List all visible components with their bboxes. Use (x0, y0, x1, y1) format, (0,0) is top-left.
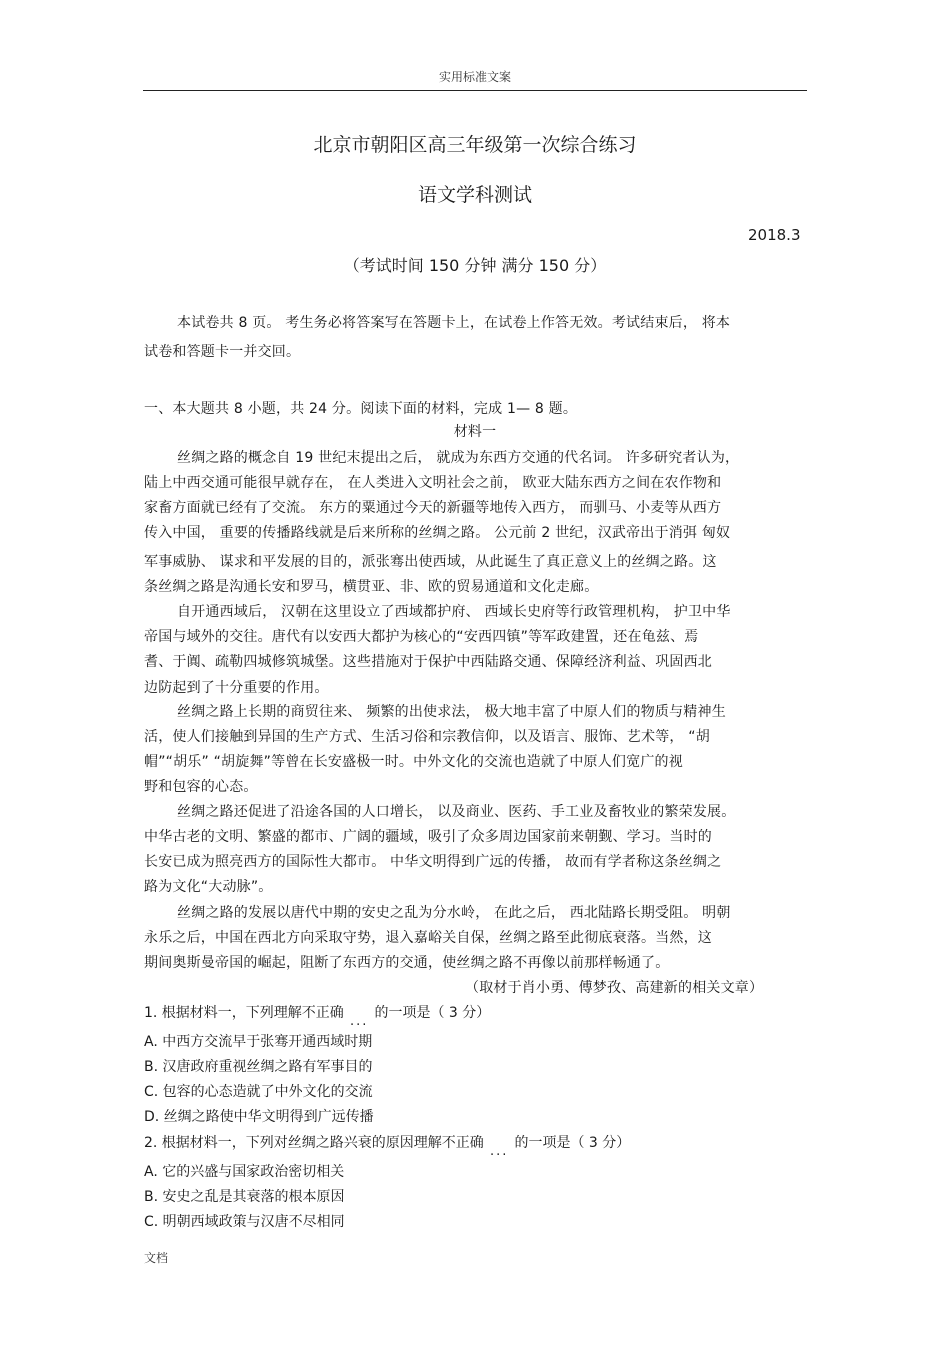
question-stem (144, 1002, 491, 1029)
answer-option[interactable]: C. 明朝西域政策与汉唐不尽相同 (144, 1214, 345, 1230)
exam-subtitle: 语文学科测试 (417, 184, 532, 206)
paragraph-line: 丝绸之路还促进了沿途各国的人口增长， 以及商业、医药、手工业及畜牧业的繁荣发展。 (177, 804, 736, 820)
paragraph-line: 期间奥斯曼帝国的崛起，阻断了东西方的交通，使丝绸之路不再像以前那样畅通了。 (144, 955, 670, 971)
paragraph-line: 耆、于阗、疏勒四城修筑城堡。这些措施对于保护中西陆路交通、保障经济利益、巩固西北 (144, 654, 712, 670)
question-stem (144, 1132, 631, 1159)
paragraph-line: 丝绸之路的概念自 19 世纪末提出之后， 就成为东西方交通的代名词。 许多研究者认为， (177, 450, 740, 466)
paragraph-line: 路为文化“大动脉”。 (144, 879, 273, 895)
header-divider (143, 90, 807, 91)
answer-option[interactable]: D. 丝绸之路使中华文明得到广远传播 (144, 1109, 374, 1125)
question-stem-text: 2. 根据材料一，下列对丝绸之路兴衰的原因理解不正确 (144, 1135, 484, 1151)
paragraph-line: 自开通西域后， 汉朝在这里设立了西域都护府、 西域长史府等行政管理机构， 护卫中华 (177, 604, 731, 620)
paragraph-line: 帝国与域外的交往。唐代有以安西大都护为核心的“安西四镇”等军政建置，还在龟兹、焉 (144, 629, 699, 645)
paragraph-line: 活，使人们接触到异国的生产方式、生活习俗和宗教信仰，以及语言、服饰、艺术等， “胡 (144, 729, 710, 745)
answer-option[interactable]: C. 包容的心态造就了中外文化的交流 (144, 1084, 373, 1100)
paragraph-line: 帽”“胡乐” “胡旋舞”等曾在长安盛极一时。中外文化的交流也造就了中原人们宽广的视 (144, 754, 683, 770)
paragraph-line: 传入中国， 重要的传播路线就是后来所称的丝绸之路。 公元前 2 世纪，汉武帝出于消弭 匈奴 (144, 525, 731, 541)
paragraph-line: 军事威胁、 谋求和平发展的目的，派张骞出使西域，从此诞生了真正意义上的丝绸之路。这 (144, 554, 717, 570)
section-heading: 一、本大题共 8 小题，共 24 分。阅读下面的材料，完成 1— 8 题。 (144, 401, 578, 417)
answer-option[interactable]: A. 中西方交流早于张骞开通西域时期 (144, 1034, 373, 1050)
paragraph-line: 野和包容的心态。 (144, 779, 258, 795)
question-stem-text: 的一项是（ 3 分） (374, 1005, 491, 1021)
answer-option[interactable]: A. 它的兴盛与国家政治密切相关 (144, 1164, 345, 1180)
exam-date: 2018.3 (748, 226, 801, 244)
exam-title: 北京市朝阳区高三年级第一次综合练习 (313, 134, 637, 156)
paragraph-line: 边防起到了十分重要的作用。 (144, 680, 329, 696)
paragraph-line: 中华古老的文明、繁盛的都市、广阔的疆域，吸引了众多周边国家前来朝觐、学习。当时的 (144, 829, 712, 845)
paragraph-line: 长安已成为照亮西方的国际性大都市。 中华文明得到广远的传播， 故而有学者称这条丝绸之 (144, 854, 722, 870)
question-stem-text: 1. 根据材料一，下列理解不正确 (144, 1005, 344, 1021)
material-title: 材料一 (453, 424, 497, 440)
paragraph-line: 丝绸之路上长期的商贸往来、 频繁的出使求法， 极大地丰富了中原人们的物质与精神生 (177, 704, 726, 720)
paragraph-line: 家畜方面就已经有了交流。 东方的粟通过今天的新疆等地传入西方， 而驯马、小麦等从西方 (144, 500, 722, 516)
intro-line: 本试卷共 8 页。 考生务必将答案写在答题卡上，在试卷上作答无效。考试结束后， 将本 (177, 315, 731, 331)
paragraph-line: 丝绸之路的发展以唐代中期的安史之乱为分水岭， 在此之后， 西北陆路长期受阻。 明朝 (177, 905, 731, 921)
emphasis-dots: ... (343, 1014, 375, 1029)
material-source: （取材于肖小勇、傅梦孜、高建新的相关文章） (465, 980, 764, 996)
answer-option[interactable]: B. 安史之乱是其衰落的根本原因 (144, 1189, 345, 1205)
page-footer: 文档 (144, 1251, 169, 1265)
page-header: 实用标准文案 (438, 70, 511, 84)
question-stem-text: 的一项是（ 3 分） (514, 1135, 631, 1151)
paragraph-line: 条丝绸之路是沟通长安和罗马，横贯亚、非、欧的贸易通道和文化走廊。 (144, 579, 599, 595)
exam-time-info: （考试时间 150 分钟 满分 150 分） (343, 256, 607, 275)
answer-option[interactable]: B. 汉唐政府重视丝绸之路有军事目的 (144, 1059, 373, 1075)
emphasis-dots: ... (483, 1144, 515, 1159)
paragraph-line: 永乐之后，中国在西北方向采取守势，退入嘉峪关自保，丝绸之路至此彻底衰落。当然，这 (144, 930, 712, 946)
paragraph-line: 陆上中西交通可能很早就存在， 在人类进入文明社会之前， 欧亚大陆东西方之间在农作物和 (144, 475, 722, 491)
intro-line: 试卷和答题卡一并交回。 (144, 344, 301, 360)
